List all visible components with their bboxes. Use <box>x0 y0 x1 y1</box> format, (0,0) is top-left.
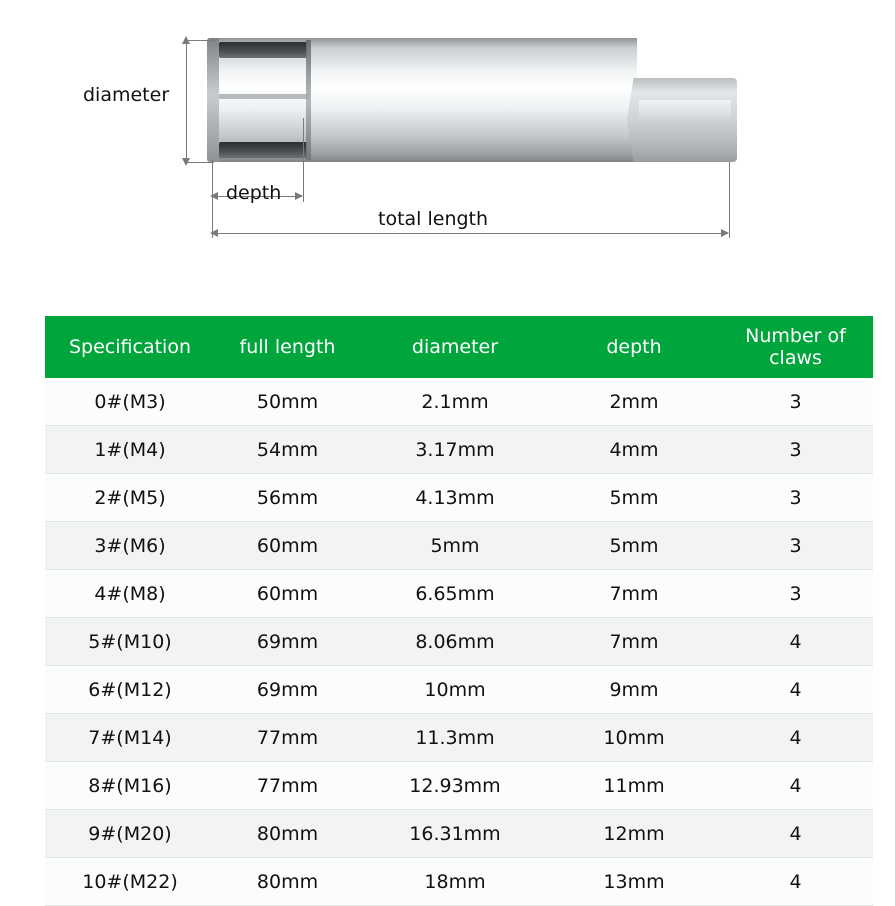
specification-table <box>45 316 873 906</box>
depth-arrow-left <box>210 192 218 200</box>
tool-tip-face <box>207 38 219 162</box>
cell-claws: 4 <box>718 714 873 762</box>
cell-full-length: 77mm <box>215 714 360 762</box>
cell-full-length: 69mm <box>215 618 360 666</box>
cell-diameter: 6.65mm <box>360 570 550 618</box>
total-length-dimension-line <box>214 233 728 234</box>
claw-slot-bottom <box>219 142 307 158</box>
cell-specification: 1#(M4) <box>45 426 215 474</box>
cell-diameter: 16.31mm <box>360 810 550 858</box>
table-row <box>45 858 873 906</box>
total-length-arrow-left <box>210 229 218 237</box>
cell-full-length: 60mm <box>215 522 360 570</box>
cell-claws: 4 <box>718 666 873 714</box>
table-row <box>45 714 873 762</box>
total-length-ext-line-right <box>729 162 730 238</box>
cell-specification: 0#(M3) <box>45 378 215 426</box>
diameter-ext-line-top <box>186 40 214 41</box>
cell-depth: 12mm <box>550 810 718 858</box>
cell-specification: 6#(M12) <box>45 666 215 714</box>
cell-depth: 7mm <box>550 618 718 666</box>
cell-claws: 4 <box>718 858 873 906</box>
cell-diameter: 18mm <box>360 858 550 906</box>
table-row <box>45 618 873 666</box>
cell-specification: 5#(M10) <box>45 618 215 666</box>
cell-diameter: 11.3mm <box>360 714 550 762</box>
cell-depth: 11mm <box>550 762 718 810</box>
cell-diameter: 2.1mm <box>360 378 550 426</box>
cell-diameter: 5mm <box>360 522 550 570</box>
cell-depth: 4mm <box>550 426 718 474</box>
tip-mid-line <box>219 94 309 99</box>
cell-diameter: 12.93mm <box>360 762 550 810</box>
claw-slot-top <box>219 42 307 58</box>
cell-diameter: 8.06mm <box>360 618 550 666</box>
cell-full-length: 77mm <box>215 762 360 810</box>
cell-specification: 3#(M6) <box>45 522 215 570</box>
tool-diagram <box>0 0 895 290</box>
header-depth: depth <box>550 316 718 378</box>
table-header-row <box>45 316 873 378</box>
cell-specification: 8#(M16) <box>45 762 215 810</box>
cell-full-length: 56mm <box>215 474 360 522</box>
header-diameter: diameter <box>360 316 550 378</box>
diameter-ext-line-bottom <box>186 162 214 163</box>
tool-illustration <box>207 38 727 162</box>
cell-full-length: 80mm <box>215 858 360 906</box>
table-row <box>45 426 873 474</box>
table-row <box>45 522 873 570</box>
cell-depth: 13mm <box>550 858 718 906</box>
total-length-arrow-right <box>721 229 729 237</box>
diameter-label: diameter <box>83 84 170 106</box>
cell-full-length: 50mm <box>215 378 360 426</box>
depth-arrow-right <box>295 192 303 200</box>
cell-depth: 10mm <box>550 714 718 762</box>
header-full-length: full length <box>215 316 360 378</box>
diameter-dimension-line <box>186 42 187 160</box>
table-row <box>45 810 873 858</box>
table-row <box>45 666 873 714</box>
cell-claws: 4 <box>718 762 873 810</box>
cell-claws: 4 <box>718 618 873 666</box>
cell-full-length: 60mm <box>215 570 360 618</box>
cell-specification: 7#(M14) <box>45 714 215 762</box>
cell-depth: 5mm <box>550 522 718 570</box>
cell-diameter: 3.17mm <box>360 426 550 474</box>
table-row <box>45 378 873 426</box>
cell-claws: 3 <box>718 426 873 474</box>
hex-head-facet <box>639 100 731 122</box>
cell-depth: 7mm <box>550 570 718 618</box>
header-specification: Specification <box>45 316 215 378</box>
cell-diameter: 4.13mm <box>360 474 550 522</box>
cell-specification: 10#(M22) <box>45 858 215 906</box>
cell-claws: 4 <box>718 810 873 858</box>
table-body <box>45 378 873 906</box>
depth-ext-line-right <box>303 118 304 202</box>
cell-depth: 5mm <box>550 474 718 522</box>
cell-diameter: 10mm <box>360 666 550 714</box>
table-row <box>45 570 873 618</box>
cell-claws: 3 <box>718 378 873 426</box>
cell-claws: 3 <box>718 474 873 522</box>
slot-inner-edge <box>306 40 311 160</box>
cell-claws: 3 <box>718 570 873 618</box>
cell-specification: 9#(M20) <box>45 810 215 858</box>
cell-specification: 4#(M8) <box>45 570 215 618</box>
cell-depth: 2mm <box>550 378 718 426</box>
cell-claws: 3 <box>718 522 873 570</box>
cell-full-length: 69mm <box>215 666 360 714</box>
table-row <box>45 474 873 522</box>
table-row <box>45 762 873 810</box>
cell-specification: 2#(M5) <box>45 474 215 522</box>
total-length-label: total length <box>378 208 489 230</box>
cell-depth: 9mm <box>550 666 718 714</box>
cell-full-length: 54mm <box>215 426 360 474</box>
depth-label: depth <box>226 182 282 204</box>
header-number-of-claws: Number of claws <box>718 316 873 378</box>
cell-full-length: 80mm <box>215 810 360 858</box>
